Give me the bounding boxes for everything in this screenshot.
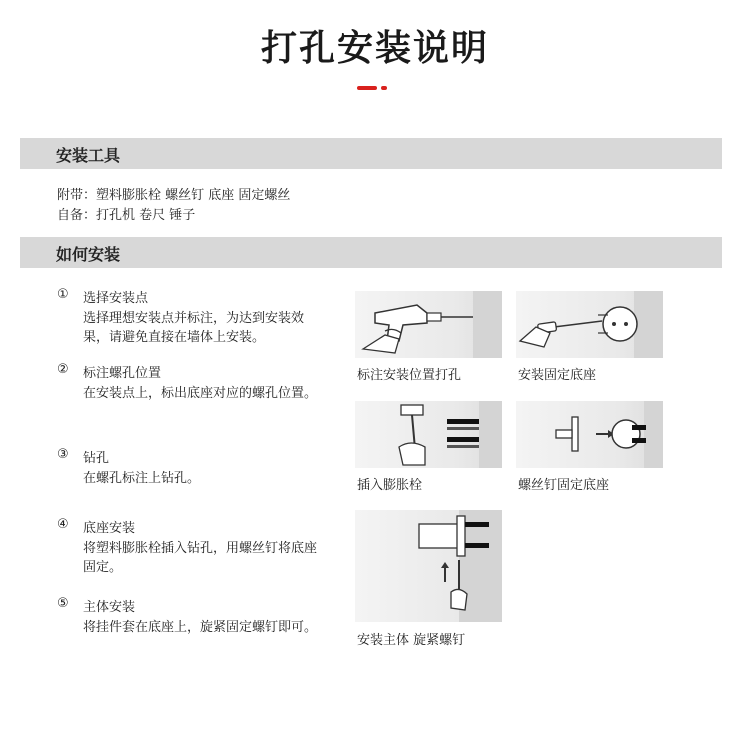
step-title: 选择安装点 [83,291,149,306]
mount-body-illustration-icon [355,510,502,622]
screwdriver-base-illustration-icon [516,291,663,358]
title-underline-accent [357,86,377,90]
figure-caption: 安装主体 旋紧螺钉 [357,633,466,648]
step-number: ④ [57,517,69,532]
how-to-install-section-title: 如何安装 [56,245,121,264]
included-tools-line: 附带：塑料膨胀栓 螺丝钉 底座 固定螺丝 [57,188,291,203]
step-description: 在安装点上，标出底座对应的螺孔位置。 [83,386,318,401]
title-underline-dot [381,86,387,90]
step-title: 标注螺孔位置 [83,366,162,381]
step-number: ① [57,287,69,302]
step-title: 主体安装 [83,600,136,615]
step-description: 选择理想安装点并标注，为达到安装效果，请避免直接在墙体上安装。 [83,311,305,345]
page-title: 打孔安装说明 [260,28,489,69]
hammer-anchor-illustration-icon [355,401,502,468]
step-description: 在螺孔标注上钻孔。 [83,471,201,486]
tools-section-header [20,138,722,169]
step-title: 底座安装 [83,521,136,536]
figure-caption: 安装固定底座 [518,368,597,383]
step-description: 将塑料膨胀栓插入钻孔，用螺丝钉将底座固定。 [83,541,318,575]
figure-caption: 插入膨胀栓 [357,478,423,493]
figure-caption: 标注安装位置打孔 [357,368,462,383]
self-provided-tools-line: 自备：打孔机 卷尺 锤子 [57,208,196,223]
step-number: ② [57,362,69,377]
step-number: ③ [57,447,69,462]
tools-section-title: 安装工具 [56,146,121,165]
step-description: 将挂件套在底座上，旋紧固定螺钉即可。 [83,620,318,635]
step-number: ⑤ [57,596,69,611]
figure-caption: 螺丝钉固定底座 [518,478,610,493]
step-title: 钻孔 [83,451,110,466]
how-to-install-section-header [20,237,722,268]
screw-base-illustration-icon [516,401,663,468]
drill-illustration-icon [355,291,502,358]
